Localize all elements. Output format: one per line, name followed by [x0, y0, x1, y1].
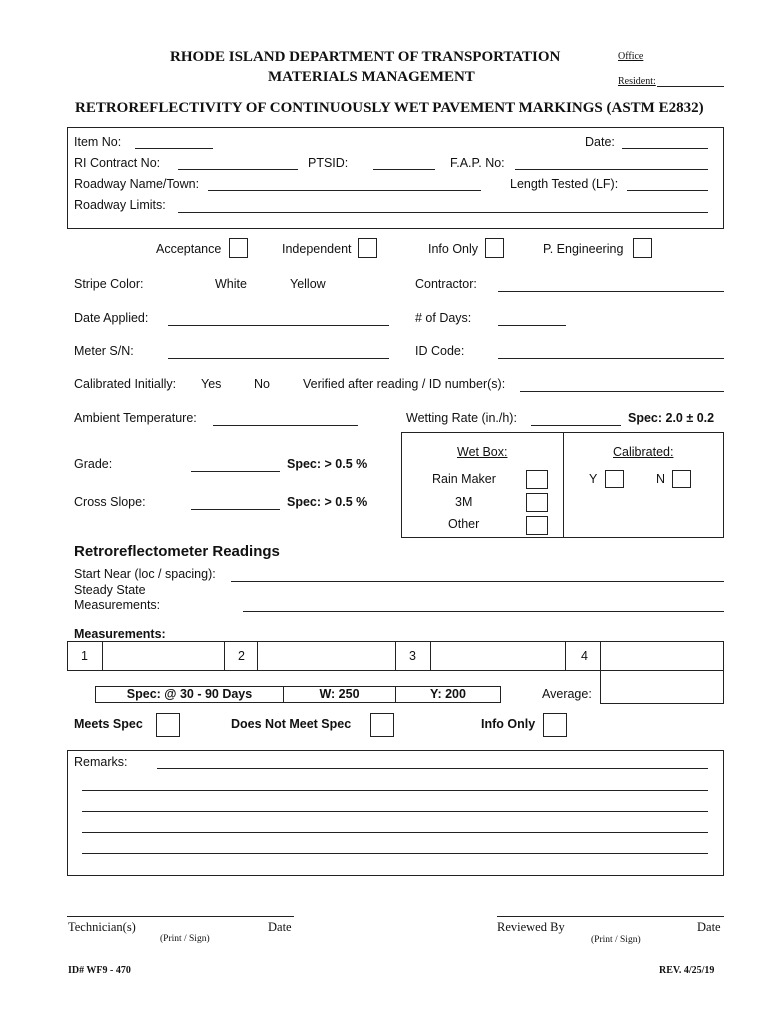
calibrated-y-label: Y	[589, 472, 598, 486]
calibrated-n-label: N	[656, 472, 666, 486]
calibrated-no-option[interactable]: No	[254, 377, 270, 391]
grade-label: Grade:	[74, 457, 113, 471]
division-title: MATERIALS MANAGEMENT	[268, 69, 475, 85]
remarks-line-2[interactable]	[82, 777, 708, 791]
average-field[interactable]	[600, 670, 724, 704]
acceptance-checkbox[interactable]	[229, 238, 248, 258]
result-info-only-label: Info Only	[481, 717, 536, 731]
resident-field[interactable]	[657, 73, 724, 87]
3m-label: 3M	[455, 495, 473, 509]
calibrated-n-checkbox[interactable]	[672, 470, 691, 488]
measurement-2-number: 2	[224, 641, 258, 671]
resident-label: Resident:	[618, 76, 656, 87]
wet-box-title: Wet Box:	[457, 445, 508, 459]
average-label: Average:	[542, 687, 592, 701]
technician-print-sign-note: (Print / Sign)	[160, 934, 210, 944]
measurement-1-field[interactable]	[102, 641, 225, 671]
info-only-label: Info Only	[428, 242, 479, 256]
other-checkbox[interactable]	[526, 516, 548, 535]
ptsid-label: PTSID:	[308, 156, 349, 170]
other-label: Other	[448, 517, 480, 531]
roadway-limits-label: Roadway Limits:	[74, 198, 166, 212]
ambient-temperature-label: Ambient Temperature:	[74, 411, 197, 425]
remarks-line-4[interactable]	[82, 819, 708, 833]
item-no-field[interactable]	[135, 135, 213, 149]
technician-label: Technician(s)	[68, 920, 136, 934]
stripe-color-yellow-option[interactable]: Yellow	[290, 277, 326, 291]
remarks-line-5[interactable]	[82, 840, 708, 854]
spec-white: W: 250	[283, 686, 396, 703]
cross-slope-label: Cross Slope:	[74, 495, 146, 509]
stripe-color-label: Stripe Color:	[74, 277, 144, 291]
reviewer-label: Reviewed By	[497, 920, 565, 934]
measurement-2-field[interactable]	[257, 641, 396, 671]
grade-field[interactable]	[191, 458, 280, 472]
wetting-rate-spec: Spec: 2.0 ± 0.2	[628, 411, 715, 425]
remarks-label: Remarks:	[74, 755, 128, 769]
rain-maker-label: Rain Maker	[432, 472, 496, 486]
steady-state-label: Steady State Measurements:	[74, 583, 161, 612]
3m-checkbox[interactable]	[526, 493, 548, 512]
technician-signature-field[interactable]	[67, 903, 294, 917]
reviewer-print-sign-note: (Print / Sign)	[591, 935, 641, 945]
fap-no-label: F.A.P. No:	[450, 156, 505, 170]
measurement-4-field[interactable]	[600, 641, 724, 671]
date-applied-field[interactable]	[168, 312, 389, 326]
calibrated-initially-label: Calibrated Initially:	[74, 377, 177, 391]
roadway-name-town-label: Roadway Name/Town:	[74, 177, 200, 191]
cross-slope-field[interactable]	[191, 496, 280, 510]
reviewer-signature-field[interactable]	[497, 903, 724, 917]
meter-sn-label: Meter S/N:	[74, 344, 134, 358]
calibrated-title: Calibrated:	[613, 445, 674, 459]
ri-contract-no-label: RI Contract No:	[74, 156, 161, 170]
remarks-line-1[interactable]	[157, 755, 708, 769]
item-no-label: Item No:	[74, 135, 122, 149]
measurement-3-field[interactable]	[430, 641, 566, 671]
form-revision: REV. 4/25/19	[659, 965, 715, 976]
stripe-color-white-option[interactable]: White	[215, 277, 247, 291]
id-code-field[interactable]	[498, 345, 724, 359]
office-option[interactable]: Office	[618, 51, 644, 62]
cross-slope-spec: Spec: > 0.5 %	[287, 495, 368, 509]
steady-state-field[interactable]	[243, 598, 724, 612]
start-near-field[interactable]	[231, 568, 724, 582]
id-code-label: ID Code:	[415, 344, 465, 358]
spec-yellow: Y: 200	[395, 686, 501, 703]
agency-title: RHODE ISLAND DEPARTMENT OF TRANSPORTATION	[170, 49, 561, 65]
form-title: RETROREFLECTIVITY OF CONTINUOUSLY WET PAVEMENT MARKINGS (ASTM E2832)	[75, 100, 704, 116]
roadway-limits-field[interactable]	[178, 199, 708, 213]
independent-label: Independent	[282, 242, 352, 256]
contractor-field[interactable]	[498, 278, 724, 292]
form-id: ID# WF9 - 470	[68, 965, 131, 976]
acceptance-label: Acceptance	[156, 242, 222, 256]
days-field[interactable]	[498, 312, 566, 326]
wetting-rate-field[interactable]	[531, 412, 621, 426]
contractor-label: Contractor:	[415, 277, 477, 291]
measurements-heading: Measurements:	[74, 627, 166, 641]
roadway-name-town-field[interactable]	[208, 177, 481, 191]
measurement-1-number: 1	[67, 641, 103, 671]
ptsid-field[interactable]	[373, 156, 435, 170]
calibrated-yes-option[interactable]: Yes	[201, 377, 222, 391]
ambient-temperature-field[interactable]	[213, 412, 358, 426]
date-applied-label: Date Applied:	[74, 311, 149, 325]
technician-date-label: Date	[268, 920, 292, 934]
start-near-label: Start Near (loc / spacing):	[74, 567, 216, 581]
length-tested-label: Length Tested (LF):	[510, 177, 619, 191]
wetting-rate-label: Wetting Rate (in./h):	[406, 411, 517, 425]
p-engineering-label: P. Engineering	[543, 242, 624, 256]
verified-field[interactable]	[520, 378, 724, 392]
reviewer-date-label: Date	[697, 920, 721, 934]
fap-no-field[interactable]	[515, 156, 708, 170]
date-label: Date:	[585, 135, 615, 149]
meets-spec-checkbox[interactable]	[156, 713, 180, 737]
p-engineering-checkbox[interactable]	[633, 238, 652, 258]
wet-box-divider	[563, 432, 564, 538]
result-info-only-checkbox[interactable]	[543, 713, 567, 737]
spec-period: Spec: @ 30 - 90 Days	[95, 686, 284, 703]
rain-maker-checkbox[interactable]	[526, 470, 548, 489]
meets-spec-label: Meets Spec	[74, 717, 143, 731]
remarks-line-3[interactable]	[82, 798, 708, 812]
length-tested-field[interactable]	[627, 177, 708, 191]
independent-checkbox[interactable]	[358, 238, 377, 258]
ri-contract-no-field[interactable]	[178, 156, 298, 170]
info-only-checkbox[interactable]	[485, 238, 504, 258]
grade-spec: Spec: > 0.5 %	[287, 457, 368, 471]
does-not-meet-spec-label: Does Not Meet Spec	[231, 717, 352, 731]
calibrated-y-checkbox[interactable]	[605, 470, 624, 488]
readings-heading: Retroreflectometer Readings	[74, 543, 280, 560]
verified-label: Verified after reading / ID number(s):	[303, 377, 506, 391]
measurement-4-number: 4	[565, 641, 601, 671]
date-field[interactable]	[622, 135, 708, 149]
does-not-meet-spec-checkbox[interactable]	[370, 713, 394, 737]
meter-sn-field[interactable]	[168, 345, 389, 359]
days-label: # of Days:	[415, 311, 472, 325]
measurement-3-number: 3	[395, 641, 431, 671]
